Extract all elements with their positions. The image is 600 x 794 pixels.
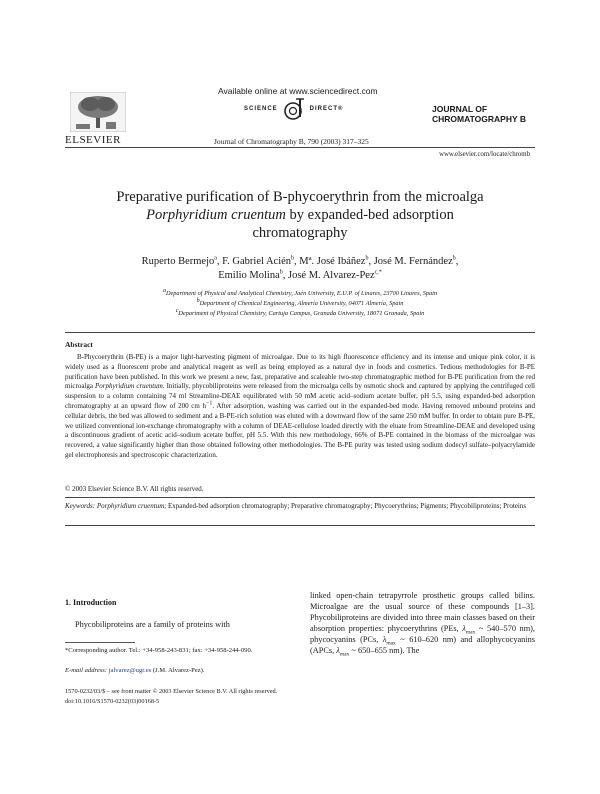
issn-line: 1570-0232/03/$ – see front matter © 2003 Elsevier Science B.V. All rights reserved. <box>65 688 278 695</box>
section-heading-introduction: 1. Introduction <box>65 598 117 607</box>
footnote-email: E-mail address: jalvarez@ugr.es (J.M. Alvarez-Pez). <box>65 667 205 674</box>
keywords <box>65 502 535 512</box>
journal-name <box>432 104 526 124</box>
journal-name-line1: JOURNAL OF <box>432 104 488 114</box>
title-line-2-rest: by expanded-bed adsorption <box>285 207 454 223</box>
affiliation: $^a$Department of Physical and Analytical Chemistry, Jaén University, E.U.P. of Linares, 23700 Linares, Spain <box>162 287 438 297</box>
author-line-2: Emilio Molina$^b$, José M. Alvarez-Pez$^{c,*}$ <box>218 269 382 281</box>
author-name: Ruperto Bermejo <box>141 256 215 267</box>
article-title <box>80 188 520 242</box>
footnote-divider <box>65 642 135 643</box>
title-line-1: Preparative purification of B-phycoerythrin from the microalga <box>116 189 484 205</box>
keywords-label: Keywords: <box>65 502 96 510</box>
affiliation: $^c$Department of Physical Chemistry, Cartuja Campus, Granada University, 18071 Granada, Spain <box>175 307 425 317</box>
author-affil-mark: b <box>365 255 369 262</box>
header-divider <box>65 147 535 148</box>
author-affil-mark: b <box>279 269 283 276</box>
doi-line[interactable]: doi:10.1016/S1570-0232(03)00168-5 <box>65 698 160 705</box>
keywords-bottom-divider <box>65 525 535 526</box>
available-online-text[interactable]: Available online at www.sciencedirect.com <box>218 86 378 96</box>
keywords-top-divider <box>65 497 535 498</box>
footnote-corresponding: *Corresponding author. Tel.: +34-958-243-831; fax: +34-958-244-090. <box>65 647 253 654</box>
email-link[interactable]: jalvarez@ugr.es <box>108 667 152 674</box>
intro-column-1: Phycobiliproteins are a family of proteins with <box>75 620 230 629</box>
journal-url[interactable]: www.elsevier.com/locate/chromb <box>439 151 530 158</box>
abstract-heading: Abstract <box>65 340 93 349</box>
title-line-2 <box>80 206 520 224</box>
author-name: José M. Alvarez-Pez <box>288 270 375 281</box>
affiliation: $^b$Department of Chemical Engineering, Almería University, 04071 Almería, Spain <box>196 297 404 307</box>
publisher-name: ELSEVIER <box>65 134 121 146</box>
keywords-list: ; Expanded-bed adsorption chromatography; Preparative chromatography; Phycoerythrins; Pigments; Phycobiliproteins; Proteins <box>164 502 527 510</box>
abstract-species-name: Porphyridium cruentum <box>95 382 163 391</box>
elsevier-tree-logo-icon <box>70 92 126 132</box>
affiliation-list <box>80 289 520 319</box>
keyword-species: Porphyridium cruentum <box>96 502 165 510</box>
title-species-name: Porphyridium cruentum <box>146 207 286 223</box>
sciencedirect-d-icon <box>281 97 307 121</box>
abstract-top-divider <box>65 332 535 333</box>
journal-citation: Journal of Chromatography B, 790 (2003) 317–325 <box>214 137 369 146</box>
author-name: José M. Fernández <box>373 256 453 267</box>
sciencedirect-logo <box>244 97 343 121</box>
author-line-1: Ruperto Bermejo$^a$, F. Gabriel Acién$^b$, Mª. José Ibáñez$^b$, José M. Fernández$^b$, <box>141 255 459 267</box>
journal-name-line2: CHROMATOGRAPHY B <box>432 114 526 124</box>
author-name: Mª. José Ibáñez <box>299 256 366 267</box>
abstract-body: B-Phycoerythrin (B-PE) is a major light-harvesting pigment of microalgae. Due to its high fluorescence efficiency and its intense and unique pink color, it is widely used as a fluorescent probe and analytical reagent as well as being employed as a natural dye in foods and cosmetics. Tedious methodologies for B-PE purification have been published. In this work we present a new, fast, preparative and scaleable two-step chromatographic method for B-PE purification from the red microalga Porphyridium cruentum. Initially, phycobiliproteins were released from the microalga cells by osmotic shock and captured by applying the centrifuged cell suspension to a column containing 74 ml Streamline-DEAE equilibrated with 50 mM acetic acid–sodium acetate buffer, pH 5.5, using expanded-bed adsorption chromatography at an upward flow of 200 cm $h^{-1}$. After adsorption, washing was carried out in the expanded-bed mode. Having removed unbound proteins and cellular debris, the bed was allowed to sediment and a B-PE-rich solution was eluted with a downward flow of the same 250 mM buffer. In order to obtain pure B-PE, we utilized conventional ion-exchange chromatography with a column of DEAE-cellulose loaded directly with the eluate from Streamline-DEAE and developed using a discontinuous gradient of acetic acid–sodium acetate buffer, pH 5.5. With this new methodology, 66% of B-PE contained in the biomass of the microalgae was recovered, a value significantly higher than those obtained following other methodologies. The B-PE purity was tested using sodium dodecyl sulfate–polyacrylamide gel electrophoresis and spectroscopic characterization. <box>65 353 535 459</box>
author-name: F. Gabriel Acién <box>222 256 292 267</box>
author-affil-mark: c,* <box>374 269 382 276</box>
title-line-3: chromatography <box>252 225 348 241</box>
author-affil-mark: a <box>214 255 217 262</box>
author-affil-mark: b <box>452 255 456 262</box>
author-list <box>80 255 520 283</box>
intro-column-2: linked open-chain tetrapyrrole prosthetic groups called bilins. Microalgae are the usual source of these compounds [1–3]. Phycobiliproteins are divided into three main classes based on their absorption properties: phycoerythrins (PEs, $\lambda_{max}$ ~ 540–570 nm), phycocyanins (PCs, $\lambda_{max}$ ~ 610–620 nm) and allophycocyanins (APCs, $\lambda_{max}$ ~ 650–655 nm). The <box>310 591 535 659</box>
sciencedirect-left-text: SCIENCE <box>244 106 278 112</box>
abstract-copyright: © 2003 Elsevier Science B.V. All rights reserved. <box>65 485 204 493</box>
author-name: Emilio Molina <box>218 270 280 281</box>
author-affil-mark: b <box>291 255 295 262</box>
sciencedirect-right-text: DIRECT® <box>309 106 344 112</box>
